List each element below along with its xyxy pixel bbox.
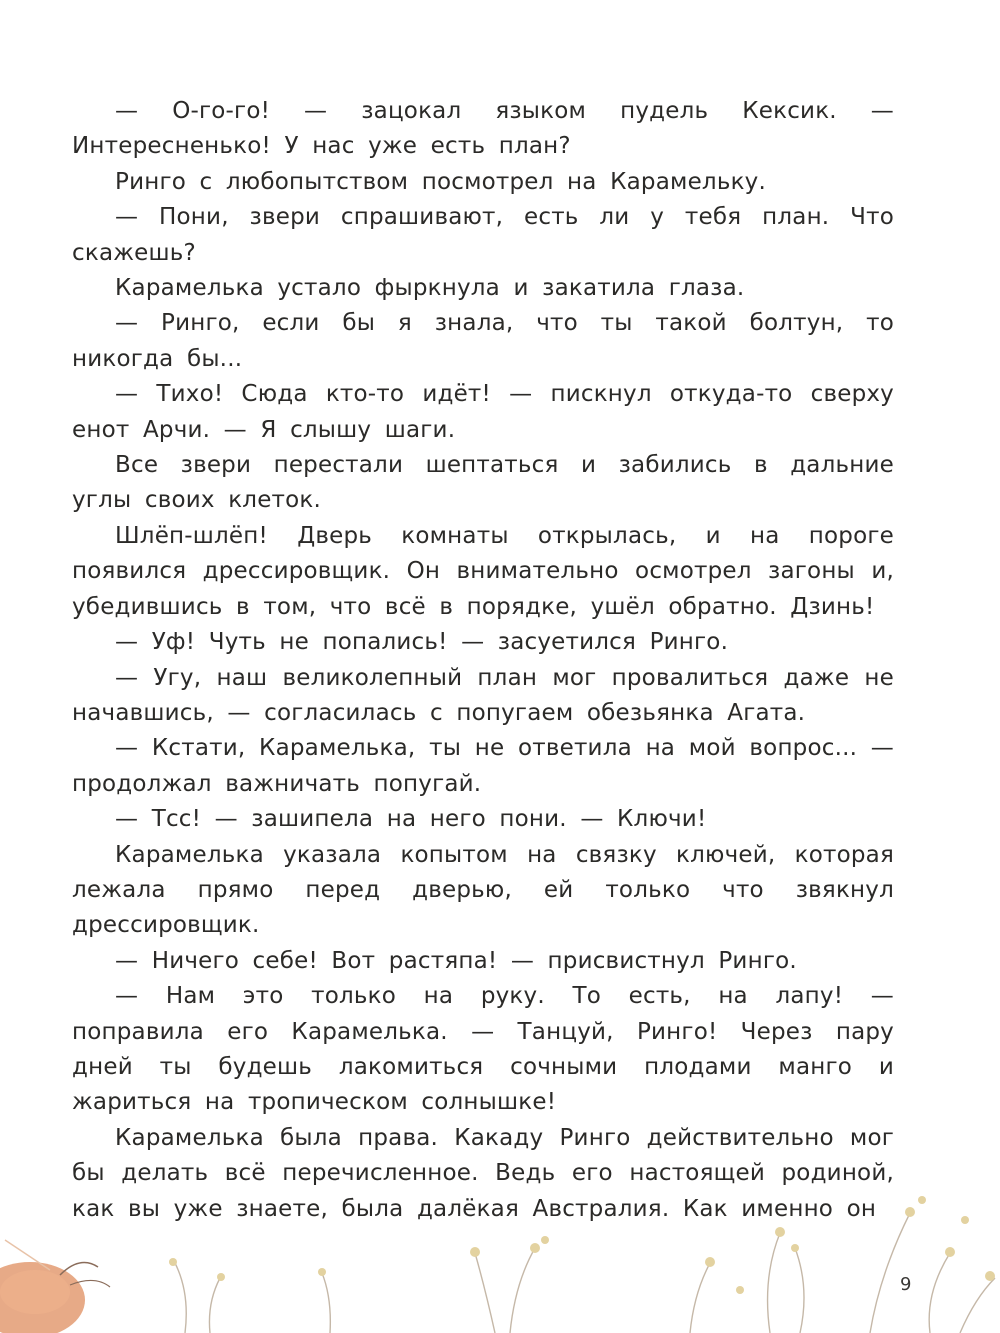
paragraph: Шлёп-шлёп! Дверь комнаты открылась, и на пороге появился дрессировщик. Он внимательно осмотрел загоны и, убедившись в том, что всё в порядке, ушёл обратно. Дзинь! (72, 522, 894, 620)
body-text (72, 94, 894, 1227)
paragraph: — Пони, звери спрашивают, есть ли у тебя план. Что скажешь? (72, 204, 894, 266)
paragraph: — Кстати, Карамелька, ты не ответила на мой вопрос... — продолжал важничать попугай. (72, 735, 894, 797)
paragraph: Ринго с любопытством посмотрел на Карамельку. (115, 168, 766, 195)
paragraph: — Тсс! — зашипела на него пони. — Ключи! (115, 806, 707, 833)
paragraph: — Угу, наш великолепный план мог провалиться даже не начавшись, — согласилась с попугаем обезьянка Агата. (72, 664, 894, 726)
paragraph: Карамелька была права. Какаду Ринго действительно мог бы делать всё перечисленное. Ведь его настоящей родиной, как вы уже знаете, была далёкая Австралия. Как именно он (72, 1124, 894, 1222)
paragraph: — Нам это только на руку. То есть, на лапу! — поправила его Карамелька. — Танцуй, Ринго! Через пару дней ты будешь лакомиться сочными плодами манго и жариться на тропическом солнышке! (72, 983, 894, 1116)
paragraph: Карамелька устало фыркнула и закатила глаза. (115, 275, 745, 302)
page-number: 9 (900, 1274, 912, 1295)
paragraph: — О-го-го! — зацокал языком пудель Кексик. — Интересненько! У нас уже есть план? (72, 98, 894, 160)
paragraph: Все звери перестали шептаться и забились в дальние углы своих клеток. (72, 452, 894, 514)
orange-animal-illustration (0, 1240, 110, 1333)
paragraph: — Ринго, если бы я знала, что ты такой болтун, то никогда бы... (72, 310, 894, 372)
paragraph: Карамелька указала копытом на связку ключей, которая лежала прямо перед дверью, ей только что звякнул дрессировщик. (72, 841, 894, 939)
paragraph: — Тихо! Сюда кто-то идёт! — пискнул откуда-то сверху енот Арчи. — Я слышу шаги. (72, 381, 894, 443)
paragraph: — Уф! Чуть не попались! — засуетился Ринго. (115, 629, 729, 656)
paragraph: — Ничего себе! Вот растяпа! — присвистнул Ринго. (115, 947, 797, 974)
